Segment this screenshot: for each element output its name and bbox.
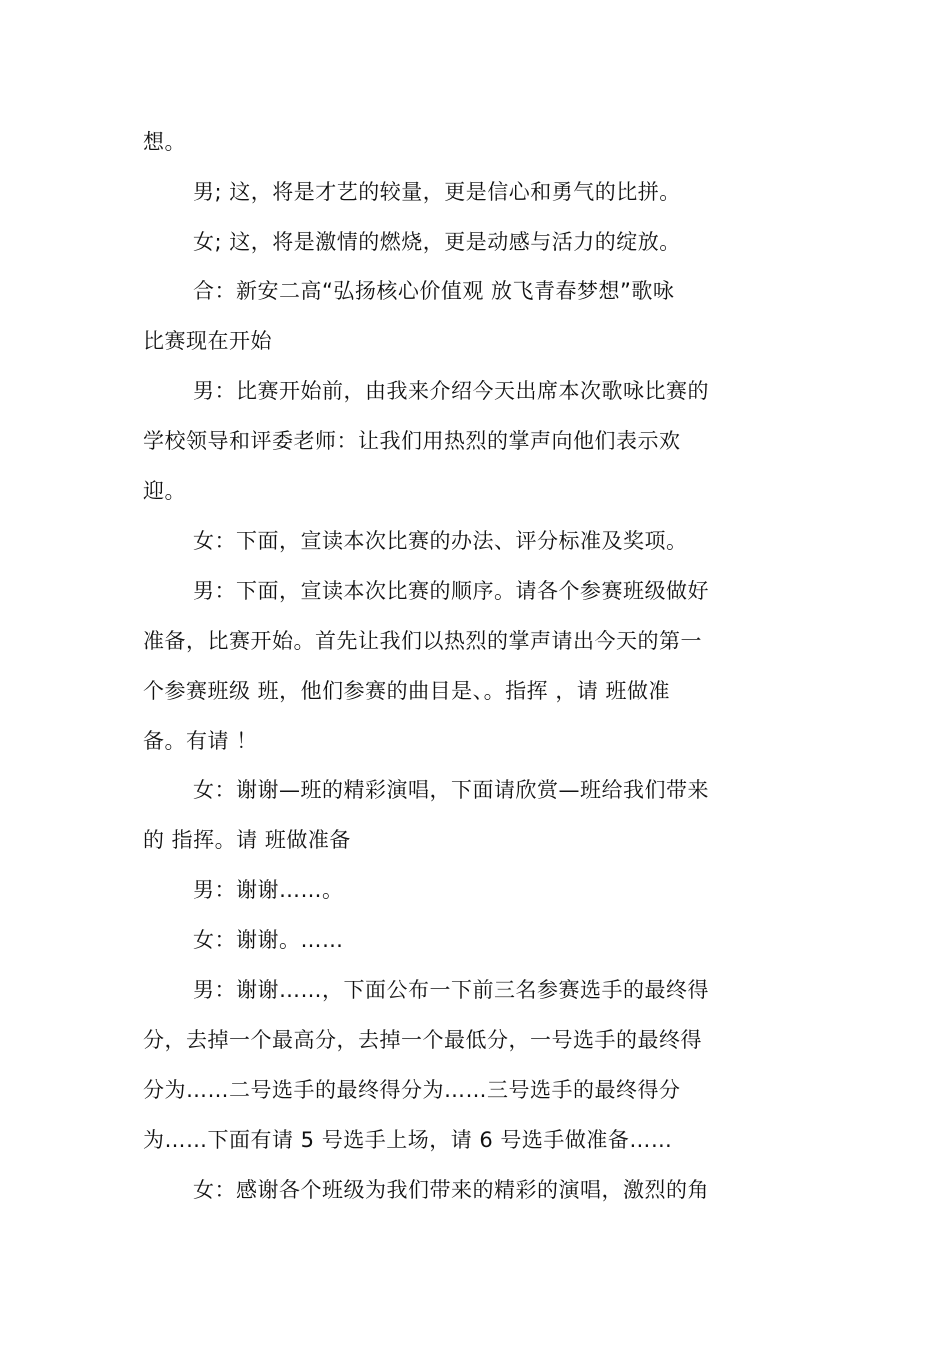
text-line: 为……下面有请 5 号选手上场，请 6 号选手做准备…… [143, 1128, 673, 1152]
text-line: 男：下面，宣读本次比赛的顺序。请各个参赛班级做好 [193, 579, 709, 603]
text-line: 分，去掉一个最高分，去掉一个最低分，一号选手的最终得 [143, 1028, 702, 1052]
text-line: 女：下面，宣读本次比赛的办法、评分标准及奖项。 [193, 529, 688, 553]
text-line: 女; 这，将是激情的燃烧，更是动感与活力的绽放。 [193, 230, 681, 254]
text-line: 想。 [143, 130, 186, 154]
text-line: 比赛现在开始 [143, 329, 272, 353]
text-line: 男; 这，将是才艺的较量，更是信心和勇气的比拼。 [193, 180, 681, 204]
text-line: 迎。 [143, 479, 186, 503]
text-line: 男：比赛开始前，由我来介绍今天出席本次歌咏比赛的 [193, 379, 709, 403]
text-line: 男：谢谢……，下面公布一下前三名参赛选手的最终得 [193, 978, 709, 1002]
text-line: 女：谢谢—班的精彩演唱，下面请欣赏—班给我们带来 [193, 778, 709, 802]
text-line: 准备，比赛开始。首先让我们以热烈的掌声请出今天的第一 [143, 629, 702, 653]
text-line: 合：新安二高“弘扬核心价值观 放飞青春梦想”歌咏 [193, 279, 675, 303]
text-line: 备。有请 ！ [143, 729, 258, 753]
text-line: 分为……二号选手的最终得分为……三号选手的最终得分 [143, 1078, 681, 1102]
text-line: 个参赛班级 班，他们参赛的曲目是、。指挥 ，请 班做准 [143, 679, 671, 703]
text-line: 学校领导和评委老师：让我们用热烈的掌声向他们表示欢 [143, 429, 681, 453]
text-line: 女：感谢各个班级为我们带来的精彩的演唱，激烈的角 [193, 1178, 709, 1202]
text-line: 男：谢谢……。 [193, 878, 344, 902]
text-line: 女：谢谢。…… [193, 928, 344, 952]
text-line: 的 指挥。请 班做准备 [143, 828, 351, 852]
